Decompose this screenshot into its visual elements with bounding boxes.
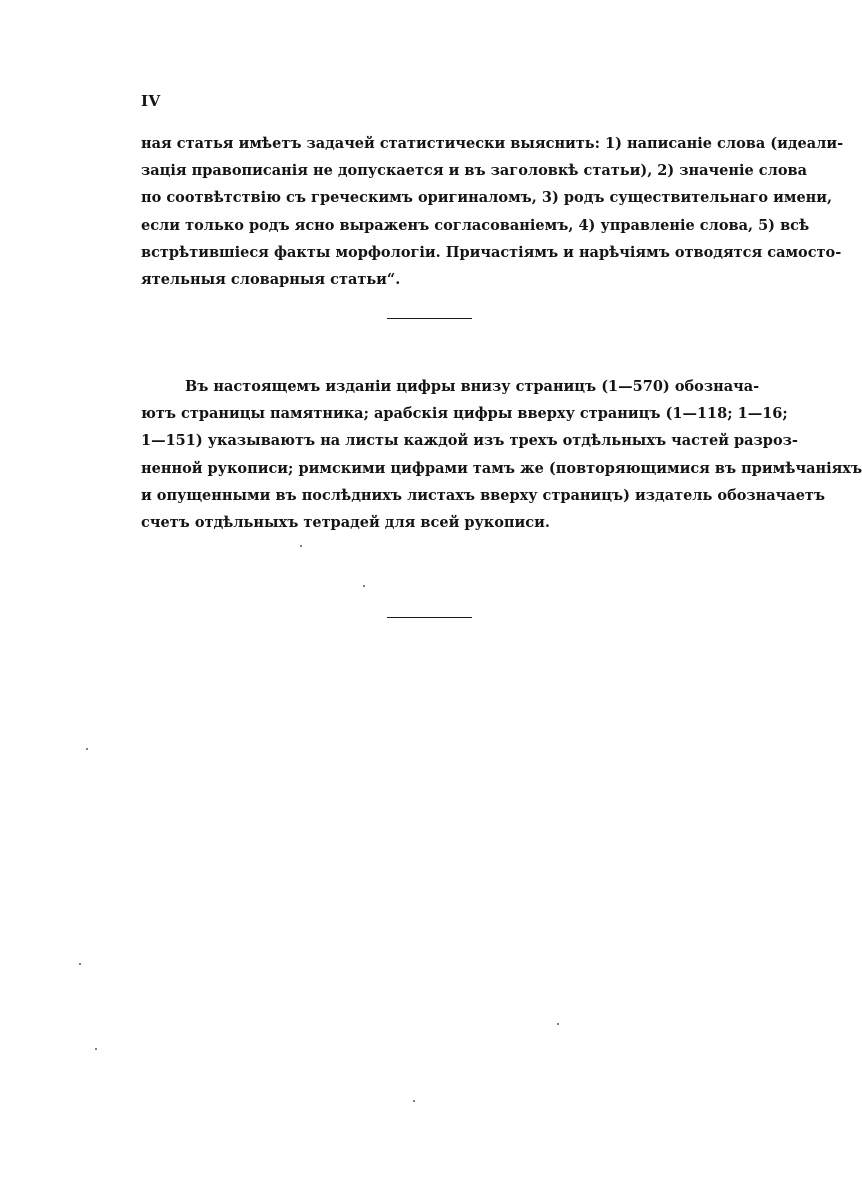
scan-speck xyxy=(95,1048,97,1050)
end-divider xyxy=(387,617,472,618)
section-divider xyxy=(387,318,472,319)
paragraph-continued xyxy=(141,130,844,293)
scan-speck xyxy=(363,585,365,587)
scan-speck xyxy=(86,748,88,750)
text-line: 1—151) указываютъ на листы каждой изъ трехъ отдѣльныхъ частей разроз- xyxy=(141,432,798,450)
scan-speck xyxy=(300,545,302,547)
text-line: ненной рукописи; римскими цифрами тамъ же (повторяющимися въ примѣчаніяхъ xyxy=(141,459,862,477)
text-line: ная статья имѣетъ задачей статистически выяснить: 1) написаніе слова (идеали- xyxy=(141,135,844,152)
text-line: встрѣтившіеся факты морфологіи. Причастіямъ и нарѣчіямъ отводятся самосто- xyxy=(141,243,842,261)
text-line: и опущенными въ послѣднихъ листахъ вверху страницъ) издатель обозначаетъ xyxy=(141,486,826,504)
scan-speck xyxy=(79,963,81,965)
text-line: счетъ отдѣльныхъ тетрадей для всей рукописи. xyxy=(141,514,550,532)
text-line: по соотвѣтствію съ греческимъ оригиналомъ, 3) родъ существительнаго имени, xyxy=(141,189,833,207)
paragraph-edition-note xyxy=(141,373,862,536)
text-line: ютъ страницы памятника; арабскія цифры вверху страницъ (1—118; 1—16; xyxy=(141,405,788,423)
scan-speck xyxy=(557,1023,559,1025)
text-line: зація правописанія не допускается и въ заголовкѣ статьи), 2) значеніе слова xyxy=(141,162,807,180)
page-number: IV xyxy=(141,92,161,110)
scan-speck xyxy=(413,1100,415,1102)
text-line: Въ настоящемъ изданіи цифры внизу страницъ (1—570) обознача- xyxy=(185,378,760,395)
text-line: если только родъ ясно выраженъ согласованіемъ, 4) управленіе слова, 5) всѣ xyxy=(141,216,810,234)
text-line: ятельныя словарныя статьи“. xyxy=(141,271,401,289)
